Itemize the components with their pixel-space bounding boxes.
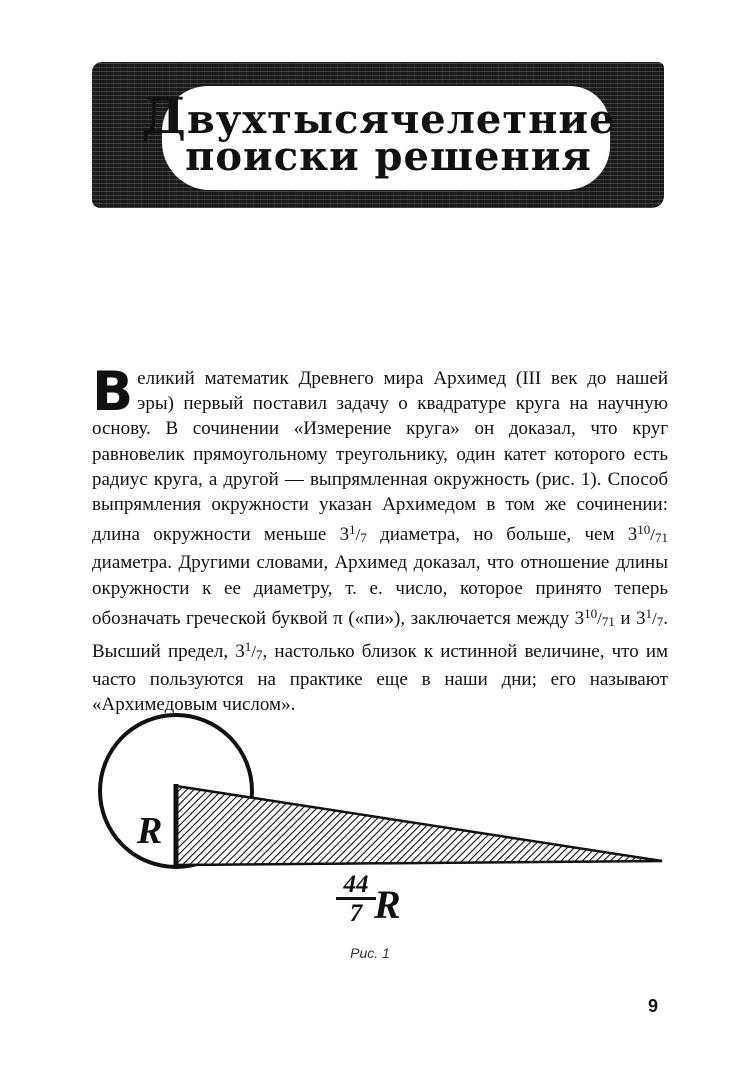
fraction-3-10-71: $3^{10}/71$ [627, 522, 669, 546]
text-run-1: еликий математик Древнего мира Архимед (III век до нашей эры) первый поставил задачу о квадратуре круга на научную основу. В сочинении «Измерение круга» он доказал, что круг равновелик прямоугольному треугольнику, один катет которого есть радиус круга, а другой — выпрямленная окружность (рис. 1). Способ выпрямления окружности указан Архимедом в том же сочинении: длина окружности меньше [92, 368, 668, 546]
figure-1 [0, 700, 739, 940]
label-fraction [336, 872, 376, 926]
fraction-numerator: 44 [343, 871, 369, 898]
figure-caption: Рис. 1 [350, 945, 390, 961]
title-capital: Д [141, 86, 187, 145]
chapter-title-line-2: поиски решения [185, 133, 592, 180]
title-rest: вухтысячелетние [186, 96, 616, 143]
label-variable: R [374, 882, 401, 927]
label-radius: R [137, 810, 163, 852]
text-run-4: и [620, 607, 631, 629]
text-run-2: диаметра, но больше, чем [380, 524, 615, 546]
fraction-3-1-7: $3^1/7$ [636, 605, 664, 629]
fraction-denominator: 7 [336, 897, 376, 926]
body-paragraph [92, 360, 669, 718]
page-number: 9 [648, 996, 659, 1016]
text-run-5: . Высший предел, [92, 607, 669, 663]
drop-cap: В [92, 360, 134, 423]
text-run-3: диаметра. Другими словами, Архимед доказал, что отношение длины окружности к ее диаметру, т. е. число, которое принято теперь обозначать греческой буквой π («пи»), заключается между [92, 552, 668, 629]
fraction-3-1-7: $3^1/7$ [339, 522, 367, 546]
fraction-3-1-7: $3^1/7$ [235, 639, 263, 663]
fraction-3-10-71: $3^{10}/71$ [574, 605, 615, 629]
text-run-6: , настолько близок к истинной величине, что им часто пользуются на практике еще в наши дни; его называют «Архимедовым числом». [92, 641, 669, 716]
